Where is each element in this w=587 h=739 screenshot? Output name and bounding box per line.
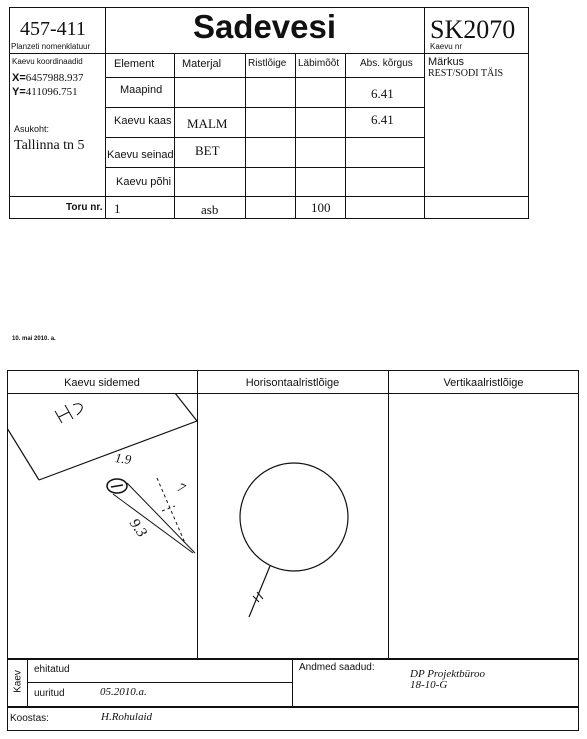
surveyed-value: 05.2010.a.	[100, 686, 147, 698]
tie-line-dashed	[162, 506, 175, 511]
pipe-label: Toru nr.	[66, 202, 103, 213]
footer-divider	[27, 659, 28, 707]
row-abs-height: 6.41	[371, 112, 394, 127]
tie-line	[113, 494, 193, 553]
pipe-arrow-mark	[253, 592, 263, 602]
col-header-material: Materjal	[182, 58, 222, 70]
table-row-divider	[9, 196, 529, 197]
well-cross-section	[240, 463, 348, 571]
col-header-abs-height: Abs. kõrgus	[360, 58, 413, 69]
author-label: Koostas:	[10, 713, 49, 724]
pipe-diameter: 100	[311, 200, 331, 215]
header-divider	[9, 53, 529, 54]
coordinate-x	[12, 72, 84, 84]
table-row-divider	[105, 137, 424, 138]
table-row-divider	[105, 107, 424, 108]
coordinates-label: Kaevu koordinaadid	[12, 57, 83, 66]
sketch-header-ties: Kaevu sidemed	[64, 377, 140, 389]
sketch-header-horizontal: Horisontaalristlõige	[245, 377, 340, 389]
plan-number-label: Planzeti nomenklatuur	[11, 42, 91, 51]
row-element: Maapind	[120, 84, 163, 96]
coordinate-y	[12, 86, 78, 98]
col-header-cross-section: Ristlõige	[248, 58, 287, 69]
col-header-element: Element	[114, 58, 155, 70]
date-note: 10. mai 2010. a.	[12, 336, 56, 342]
row-element: Kaevu kaas	[114, 115, 172, 127]
tie-distance-label: 9.3	[125, 515, 150, 541]
footer-frame	[7, 659, 579, 707]
location-value: Tallinna tn 5	[14, 138, 85, 153]
horizontal-section-sketch	[197, 393, 388, 659]
table-row-divider	[105, 167, 424, 168]
row-element: Kaevu põhi	[116, 176, 172, 188]
sketch-header-vertical: Vertikaalristlõige	[443, 377, 524, 389]
footer-divider	[292, 659, 293, 707]
footer-side-label: Kaev	[12, 670, 24, 693]
building-edge	[7, 428, 39, 480]
hp-mark	[55, 404, 82, 423]
header-col-divider	[424, 7, 425, 219]
row-element: Kaevu seinad	[107, 149, 174, 161]
data-source-date: 18-10-G	[410, 679, 448, 691]
page-title: Sadevesi	[192, 8, 337, 45]
location-label: Asukoht:	[14, 124, 50, 134]
building-edge	[175, 393, 197, 421]
footer-divider	[27, 682, 292, 683]
author-frame	[7, 707, 579, 731]
x-value: 6457988.937	[25, 72, 84, 84]
col-header-diameter: Läbimõõt	[298, 58, 340, 69]
surveyed-label: uuritud	[34, 688, 65, 699]
row-material: BET	[195, 143, 220, 158]
tie-distance-label: 1.9	[114, 449, 133, 468]
well-number: SK2070	[430, 15, 516, 44]
row-abs-height: 6.41	[371, 86, 394, 101]
plan-number: 457-411	[20, 18, 86, 40]
x-label: X=	[12, 72, 26, 84]
well-number-label: Kaevu nr	[430, 42, 463, 51]
pipe-number: 1	[114, 201, 121, 216]
ties-sketch	[7, 393, 197, 659]
sketch-col-divider	[388, 370, 389, 659]
note-value: REST/SODI TÄIS	[428, 68, 504, 79]
data-source-value: DP Projektbüroo	[410, 668, 486, 680]
y-label: Y=	[12, 86, 26, 98]
pipe-material: asb	[201, 202, 219, 217]
row-material: MALM	[187, 116, 228, 131]
data-source-label: Andmed saadud:	[299, 662, 375, 673]
well-symbol-mark	[111, 485, 123, 487]
tie-distance-label: 7	[175, 479, 188, 496]
table-row-divider	[105, 77, 424, 78]
author-value: H.Rohulaid	[101, 711, 153, 723]
pipe-direction	[249, 566, 270, 617]
y-value: 411096.751	[25, 86, 78, 98]
built-label: ehitatud	[34, 664, 70, 675]
col-header-note: Märkus	[428, 56, 465, 68]
